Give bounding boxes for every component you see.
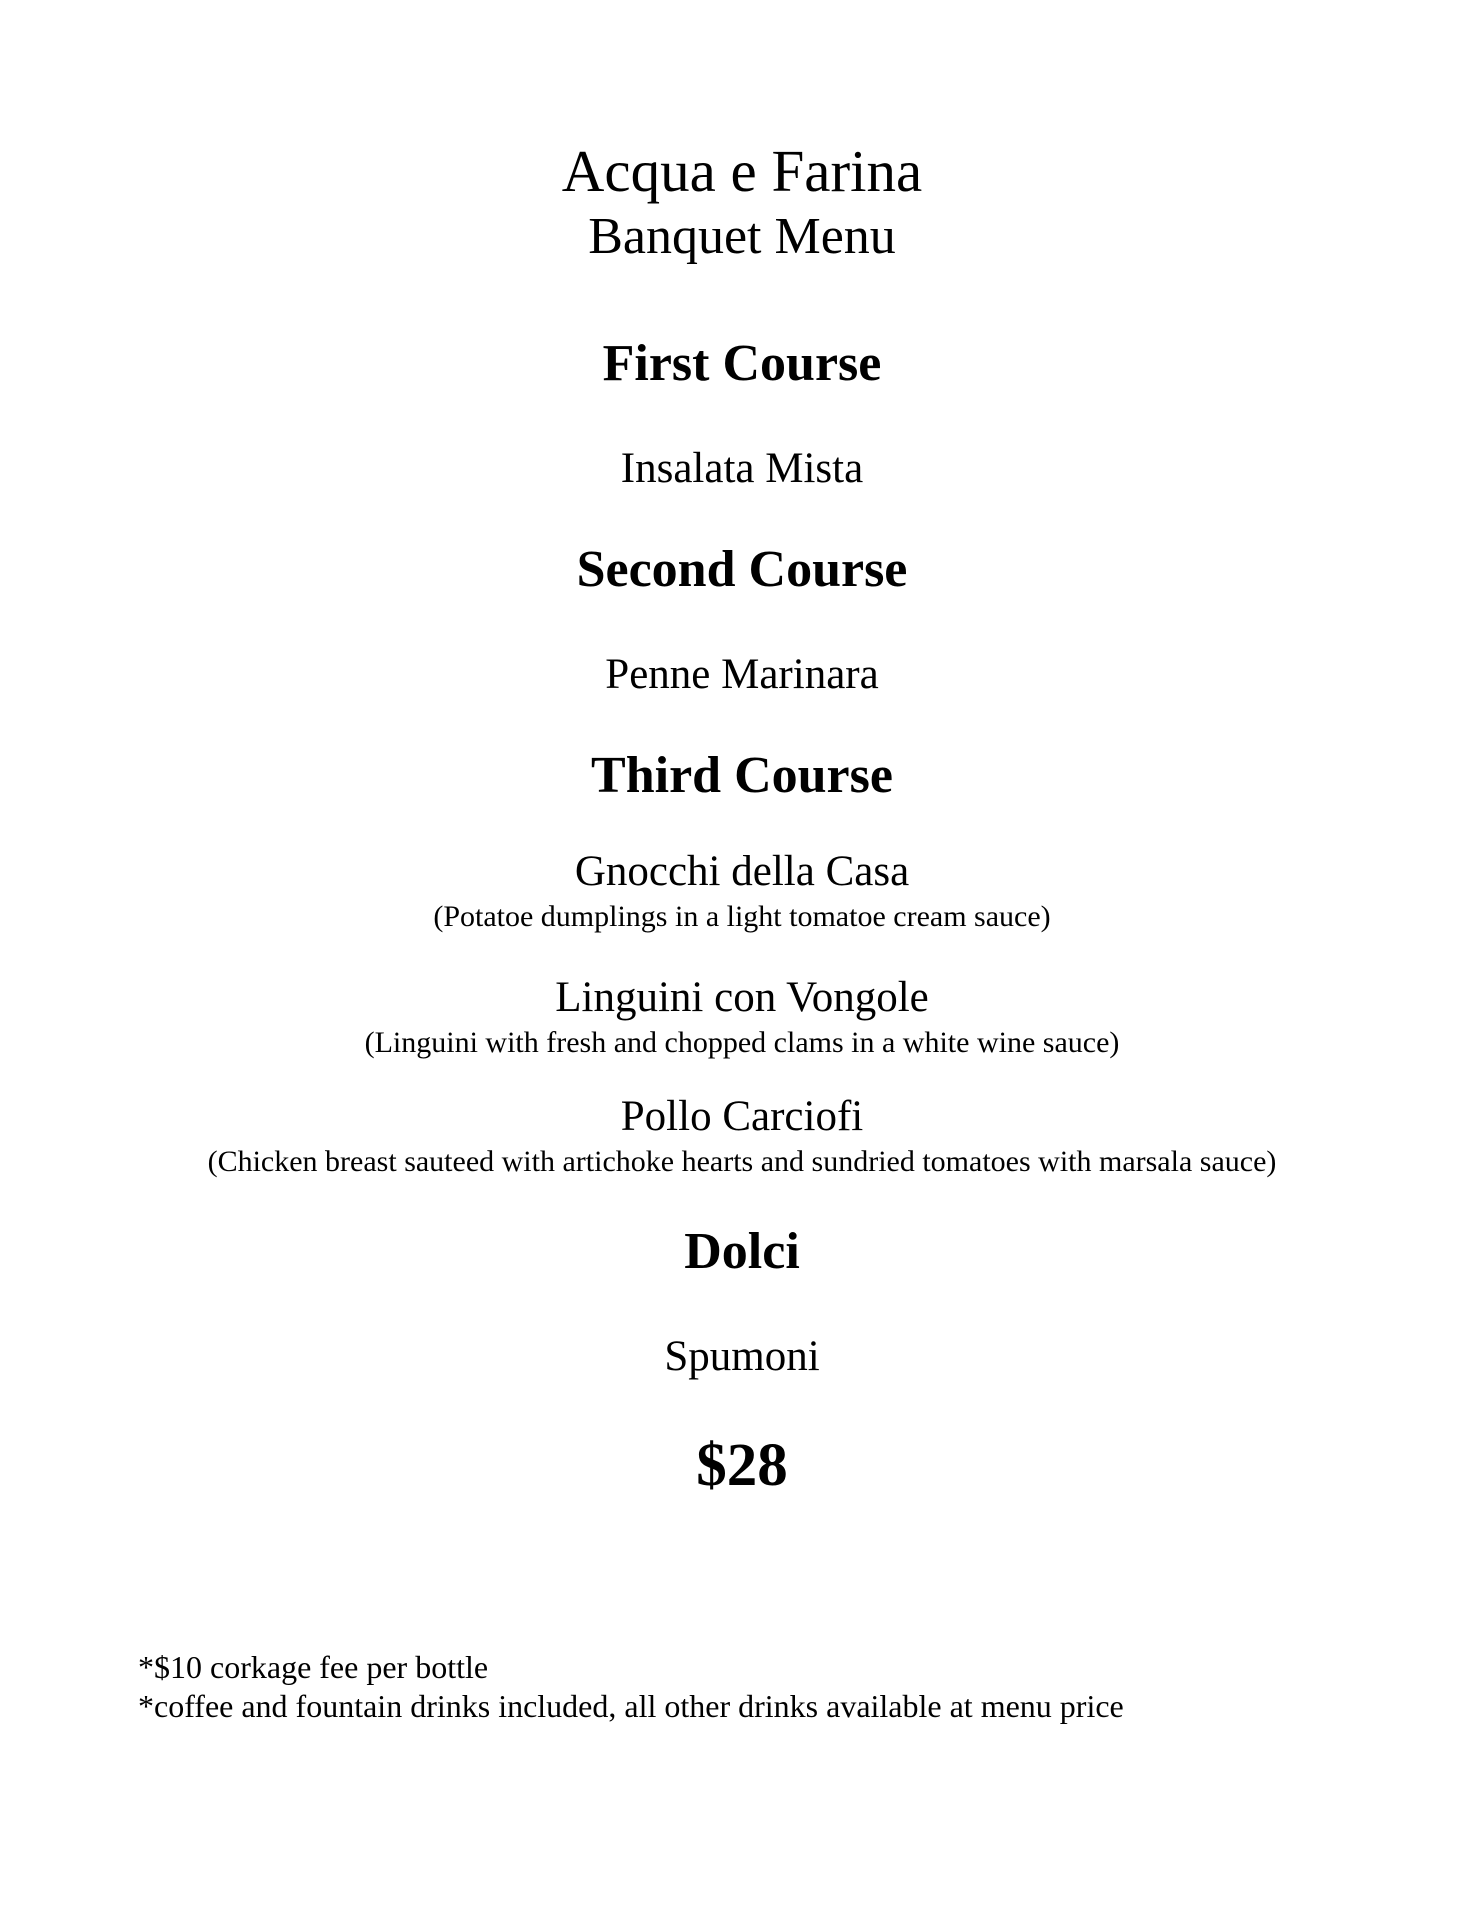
course-heading-third: Third Course [591,747,893,804]
course-heading-first: First Course [602,335,882,392]
note-drinks: *coffee and fountain drinks included, all other drinks available at menu price [138,1688,1124,1724]
dish-linguini-description: (Linguini with fresh and chopped clams in a white wine sauce) [364,1026,1120,1059]
dish-insalata-mista: Insalata Mista [620,445,864,492]
course-heading-dolci: Dolci [684,1223,800,1280]
course-heading-second: Second Course [576,541,908,598]
menu-price: $28 [696,1432,788,1499]
note-corkage: *$10 corkage fee per bottle [138,1649,489,1685]
dish-penne-marinara: Penne Marinara [605,651,879,698]
dish-gnocchi-description: (Potatoe dumplings in a light tomatoe cream sauce) [433,900,1051,933]
dish-spumoni: Spumoni [664,1333,820,1380]
menu-title: Banquet Menu [588,208,896,265]
dish-linguini: Linguini con Vongole [555,974,929,1021]
dish-pollo-description: (Chicken breast sauteed with artichoke hearts and sundried tomatoes with marsala sauce) [207,1145,1277,1178]
restaurant-name: Acqua e Farina [561,138,923,204]
dish-pollo: Pollo Carciofi [620,1093,864,1140]
dish-gnocchi: Gnocchi della Casa [574,848,910,895]
